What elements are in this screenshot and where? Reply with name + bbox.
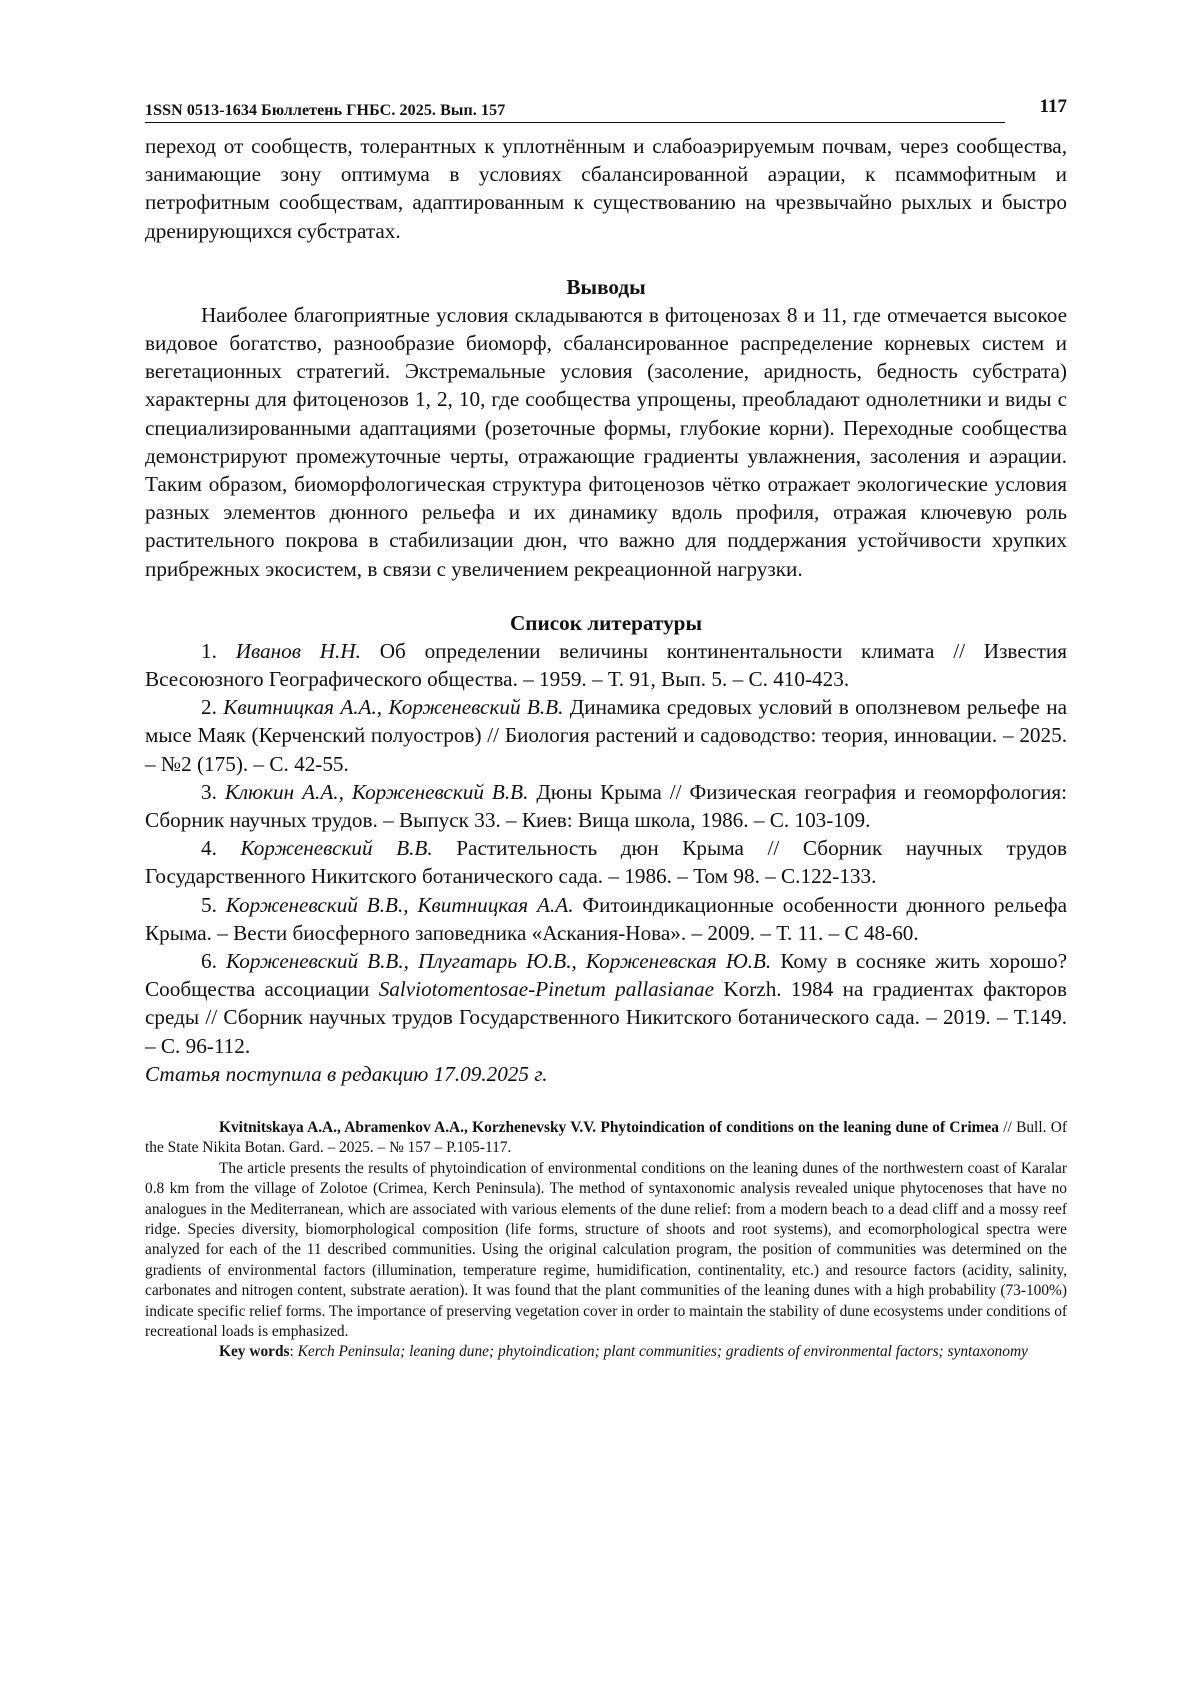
reference-item: 5. Корженевский В.В., Квитницкая А.А. Фитоиндикационные особенности дюнного рельефа Крыма. – Вести биосферного заповедника «Аскания-Нова». – 2009. – Т. 11. – С 48-60. xyxy=(145,892,1068,945)
reference-item: 2. Квитницкая А.А., Корженевский В.В. Динамика средовых условий в оползневом рельефе на мысе Маяк (Керченский полуостров) // Биология растений и садоводство: теория, инновации. – 2025. – №2 (175). – С. 42-55. xyxy=(145,695,1068,776)
reference-item: 6. Корженевский В.В., Плугатарь Ю.В., Корженевская Ю.В. Кому в сосняке жить хорошо? Сообщества ассоциации Salviotomentosae-Pinetum pallasianae Korzh. 1984 на градиентах факторов среды // Сборник научных трудов Государственного Никитского ботанического сада. – 2019. – Т.149. – С. 96-112. xyxy=(145,949,1068,1058)
reference-authors: Квитницкая А.А., Корженевский В.В. xyxy=(223,695,564,720)
reference-authors: Иванов Н.Н. xyxy=(235,638,361,663)
abstract-citation: Kvitnitskaya A.A., Abramenkov A.A., Korzhenevsky V.V. Phytoindication of conditions on the leaning dune of Crimea // Bull. Of the State Nikita Botan. Gard. – 2025. – № 157 – P.105-117. xyxy=(145,1118,1067,1157)
running-header xyxy=(145,92,1067,124)
reference-list xyxy=(145,637,1067,1060)
intro-paragraph: переход от сообществ, толерантных к уплотнённым и слабоаэрируемым почвам, через сообщества, занимающие зону оптимума в условиях сбалансированной аэрации, к псаммофитным и петрофитным сообществам, адаптированным к существованию на чрезвычайно рыхлых и быстро дренирующихся субстратах. xyxy=(145,134,1067,243)
reference-authors: Корженевский В.В. xyxy=(240,836,433,861)
reference-item: 1. Иванов Н.Н. Об определении величины континентальности климата // Известия Всесоюзного Географического общества. – 1959. – Т. 91, Вып. 5. – С. 410-423. xyxy=(145,638,1067,692)
conclusions-paragraph: Наиболее благоприятные условия складываются в фитоценозах 8 и 11, где отмечается высокое видовое богатство, разнообразие биоморф, сбалансированное распределение корневых систем и вегетационных стратегий. Экстремальные условия (засоление, аридность, бедность субстрата) характерны для фитоценозов 1, 2, 10, где сообщества упрощены, преобладают однолетники и виды с специализированными адаптациями (розеточные формы, глубокие корни). Переходные сообщества демонстрируют промежуточные черты, отражающие градиенты увлажнения, засоления и аэрации. Таким образом, биоморфологическая структура фитоценозов чётко отражает экологические условия разных элементов дюнного рельефа и их динамику вдоль профиля, отражая ключевую роль растительного покрова в стабилизации дюн, что важно для поддержания устойчивости хрупких прибрежных экосистем, в связи с увеличением рекреационной нагрузки. xyxy=(145,302,1067,581)
latin-association-name: Salviotomentosae-Pinetum pallasianae xyxy=(378,977,715,1002)
keywords: Key words: Kerch Peninsula; leaning dune; phytoindication; plant communities; gradients of environmental factors; syntaxonomy xyxy=(219,1343,1028,1361)
journal-page xyxy=(145,92,1067,1363)
header-rule xyxy=(145,122,1005,123)
running-title: 1SSN 0513-1634 Бюллетень ГНБС. 2025. Вып. 157 xyxy=(145,102,506,119)
keywords-list: Kerch Peninsula; leaning dune; phytoindication; plant communities; gradients of environmental factors; syntaxonomy xyxy=(297,1343,1028,1361)
english-abstract xyxy=(145,1118,1067,1363)
keywords-label: Key words xyxy=(219,1343,290,1361)
page-number: 117 xyxy=(1039,96,1067,117)
article-body xyxy=(145,132,1067,1088)
abstract-text: The article presents the results of phytoindication of environmental conditions on the leaning dunes of the northwestern coast of Karalar 0.8 km from the village of Zolotoe (Crimea, Kerch Peninsula). The method of syntaxonomic analysis revealed unique phytocenoses that have no analogues in the Mediterranean, which are associated with various elements of the dune relief: from a modern beach to a dead cliff and a mossy reef ridge. Species diversity, biomorphological composition (life forms, structure of shoots and root systems), and ecomorphological spectra were analyzed for each of the 11 described communities. Using the original calculation program, the position of communities was determined on the gradients of environmental factors (illumination, temperature regime, humidification, continentality, etc.) and resource factors (acidity, salinity, carbonates and nitrogen content, substrate aeration). It was found that the plant communities of the leaning dunes with a high probability (73-100%) indicate specific relief forms. The importance of preserving vegetation cover in order to maintain the stability of dune ecosystems under conditions of recreational loads is emphasized. xyxy=(145,1159,1068,1340)
conclusions-heading: Выводы xyxy=(566,274,646,299)
reference-authors: Корженевский В.В., Квитницкая А.А. xyxy=(225,892,574,917)
reference-authors: Корженевский В.В., Плугатарь Ю.В., Корженевская Ю.В. xyxy=(226,949,772,974)
citation-title: Kvitnitskaya A.A., Abramenkov A.A., Korzhenevsky V.V. Phytoindication of conditions on the leaning dune of Crimea xyxy=(219,1118,999,1136)
reference-authors: Клюкин А.А., Корженевский В.В. xyxy=(224,779,529,804)
reference-item: 4. Корженевский В.В. Растительность дюн Крыма // Сборник научных трудов Государственного Никитского ботанического сада. – 1986. – Том 98. – С.122-133. xyxy=(145,836,1067,889)
reference-item: 3. Клюкин А.А., Корженевский В.В. Дюны Крыма // Физическая география и геоморфология: Сборник научных трудов. – Выпуск 33. – Киев: Вища школа, 1986. – С. 103-109. xyxy=(145,779,1068,833)
received-date: Статья поступила в редакцию 17.09.2025 г. xyxy=(145,1061,548,1086)
references-heading: Список литературы xyxy=(509,610,702,635)
